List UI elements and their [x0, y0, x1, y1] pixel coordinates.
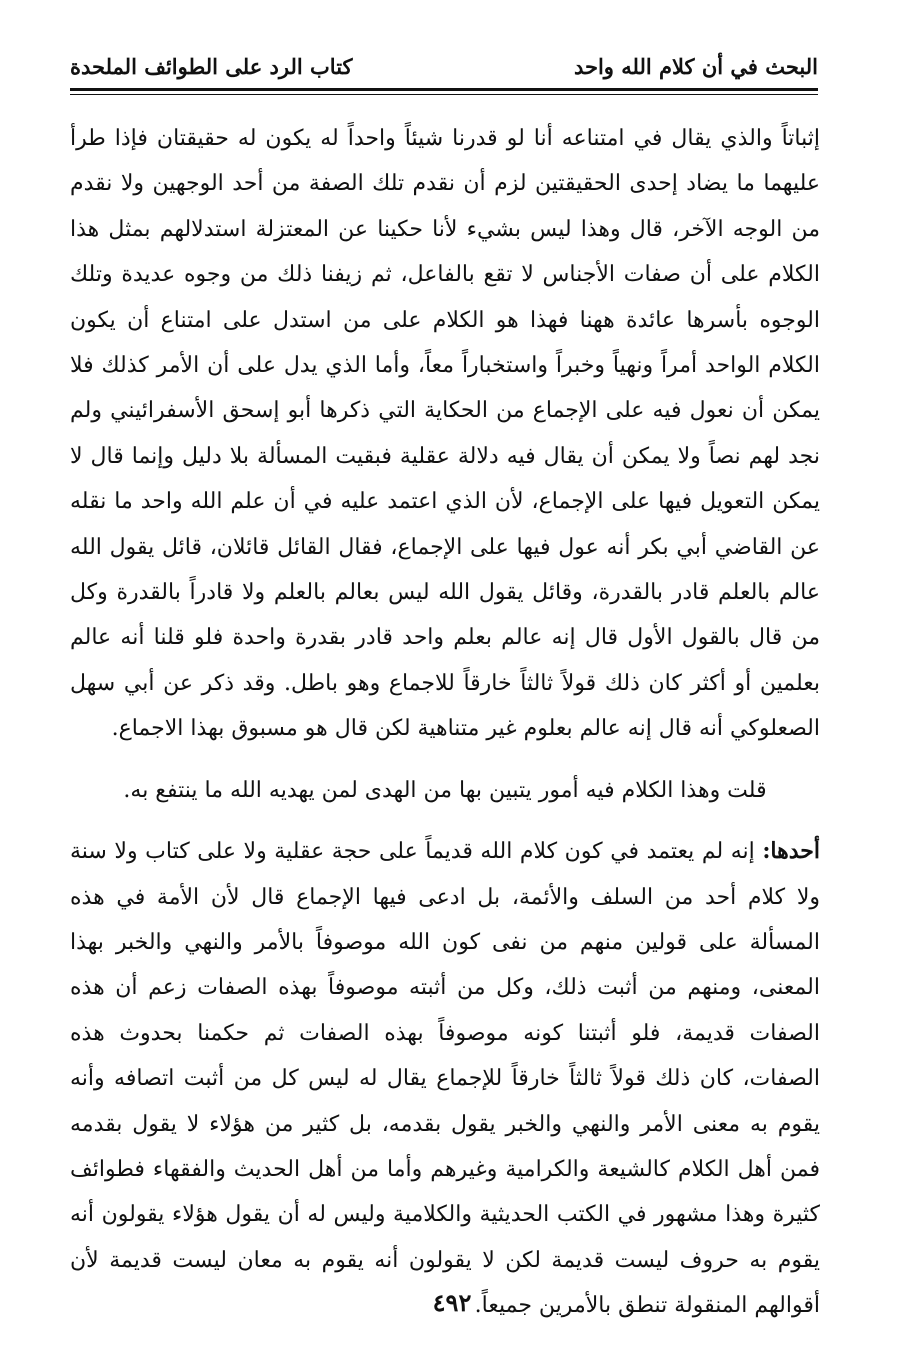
paragraph-3-lead: أحدها:: [762, 838, 820, 865]
running-header: [70, 46, 818, 86]
paragraph-1: إثباتاً والذي يقال في امتناعه أنا لو قدرنا شيئاً واحداً له يكون له حقيقتان فإذا طرأ عليهما ما يضاد إحدى الحقيقتين لزم أن نقدم تلك الصفة من أحد الوجهين ولا نقدم من الوجه الآخر، قال وهذا ليس بشيء لأنا حكينا عن المعتزلة استدلالهم بمثل هذا الكلام على أن صفات الأجناس لا تقع بالفاعل، ثم زيفنا ذلك من وجوه عديدة وتلك الوجوه بأسرها عائدة ههنا فهذا هو الكلام على من استدل على امتناع أن يكون الكلام الواحد أمراً ونهياً وخبراً واستخباراً معاً، وأما الذي يدل على أن الأمر كذلك فلا يمكن أن نعول فيه على الإجماع من الحكاية التي ذكرها أبو إسحق الأسفرائيني ولم نجد لهم نصاً ولا يمكن أن يقال فيه دلالة عقلية فبقيت المسألة بلا دليل وإنما قال لا يمكن التعويل فيها على الإجماع، لأن الذي اعتمد عليه في أن علم الله واحد ما نقله عن القاضي أبي بكر أنه عول فيها على الإجماع، فقال القائل قائلان، قائل يقول الله عالم بالعلم قادر بالقدرة، وقائل يقول الله ليس بعالم بالعلم ولا قادراً بالقدرة وكل من قال بالقول الأول قال إنه عالم بعلم واحد قادر بقدرة واحدة فلو قلنا أنه عالم بعلمين أو أكثر كان ذلك قولاً ثالثاً خارقاً للاجماع وهو باطل. وقد ذكر عن أبي سهل الصعلوكي أنه قال إنه عالم بعلوم غير متناهية لكن قال هو مسبوق بهذا الاجماع.: [70, 126, 820, 742]
page-number: ٤٩٢: [432, 1288, 472, 1317]
header-rule-thin: [70, 94, 818, 95]
header-rule-thick: [70, 88, 818, 91]
paragraph-3-text: إنه لم يعتمد في كون كلام الله قديماً على حجة عقلية ولا على كتاب ولا سنة ولا كلام أحد من السلف والأئمة، بل ادعى فيها الإجماع قال لأن الأمة في هذه المسألة على قولين منهم من نفى كون الله موصوفاً بالأمر والنهي والخبر بهذا المعنى، ومنهم من أثبت ذلك، وكل من أثبته موصوفاً بهذه الصفات زعم أن هذه الصفات قديمة، فلو أثبتنا كونه موصوفاً بهذه الصفات ثم حكمنا بحدوث هذه الصفات، كان ذلك قولاً ثالثاً خارقاً للإجماع يقال له ليس كل من أثبت اتصافه وأنه يقوم به معنى الأمر والنهي والخبر يقول بقدمه، بل كثير من هؤلاء لا يقول بقدمه فمن أهل الكلام كالشيعة والكرامية وغيرهم وأما من أهل الحديث والفقهاء فطوائف كثيرة وهذا مشهور في الكتب الحديثية والكلامية وليس له أن يقول هؤلاء يقولون أنه يقوم به حروف ليست قديمة لكن لا يقولون أنه يقوم به معان ليست قديمة لأن أقوالهم المنقولة تنطق بالأمرين جميعاً.: [70, 839, 820, 1319]
chapter-title: البحث في أن كلام الله واحد: [573, 53, 818, 79]
book-title: كتاب الرد على الطوائف الملحدة: [70, 53, 353, 79]
paragraph-3: [70, 829, 820, 1328]
body-text: [70, 116, 820, 1329]
paragraph-2: قلت وهذا الكلام فيه أمور يتبين بها من الهدى لمن يهديه الله ما ينتفع به.: [123, 777, 767, 803]
